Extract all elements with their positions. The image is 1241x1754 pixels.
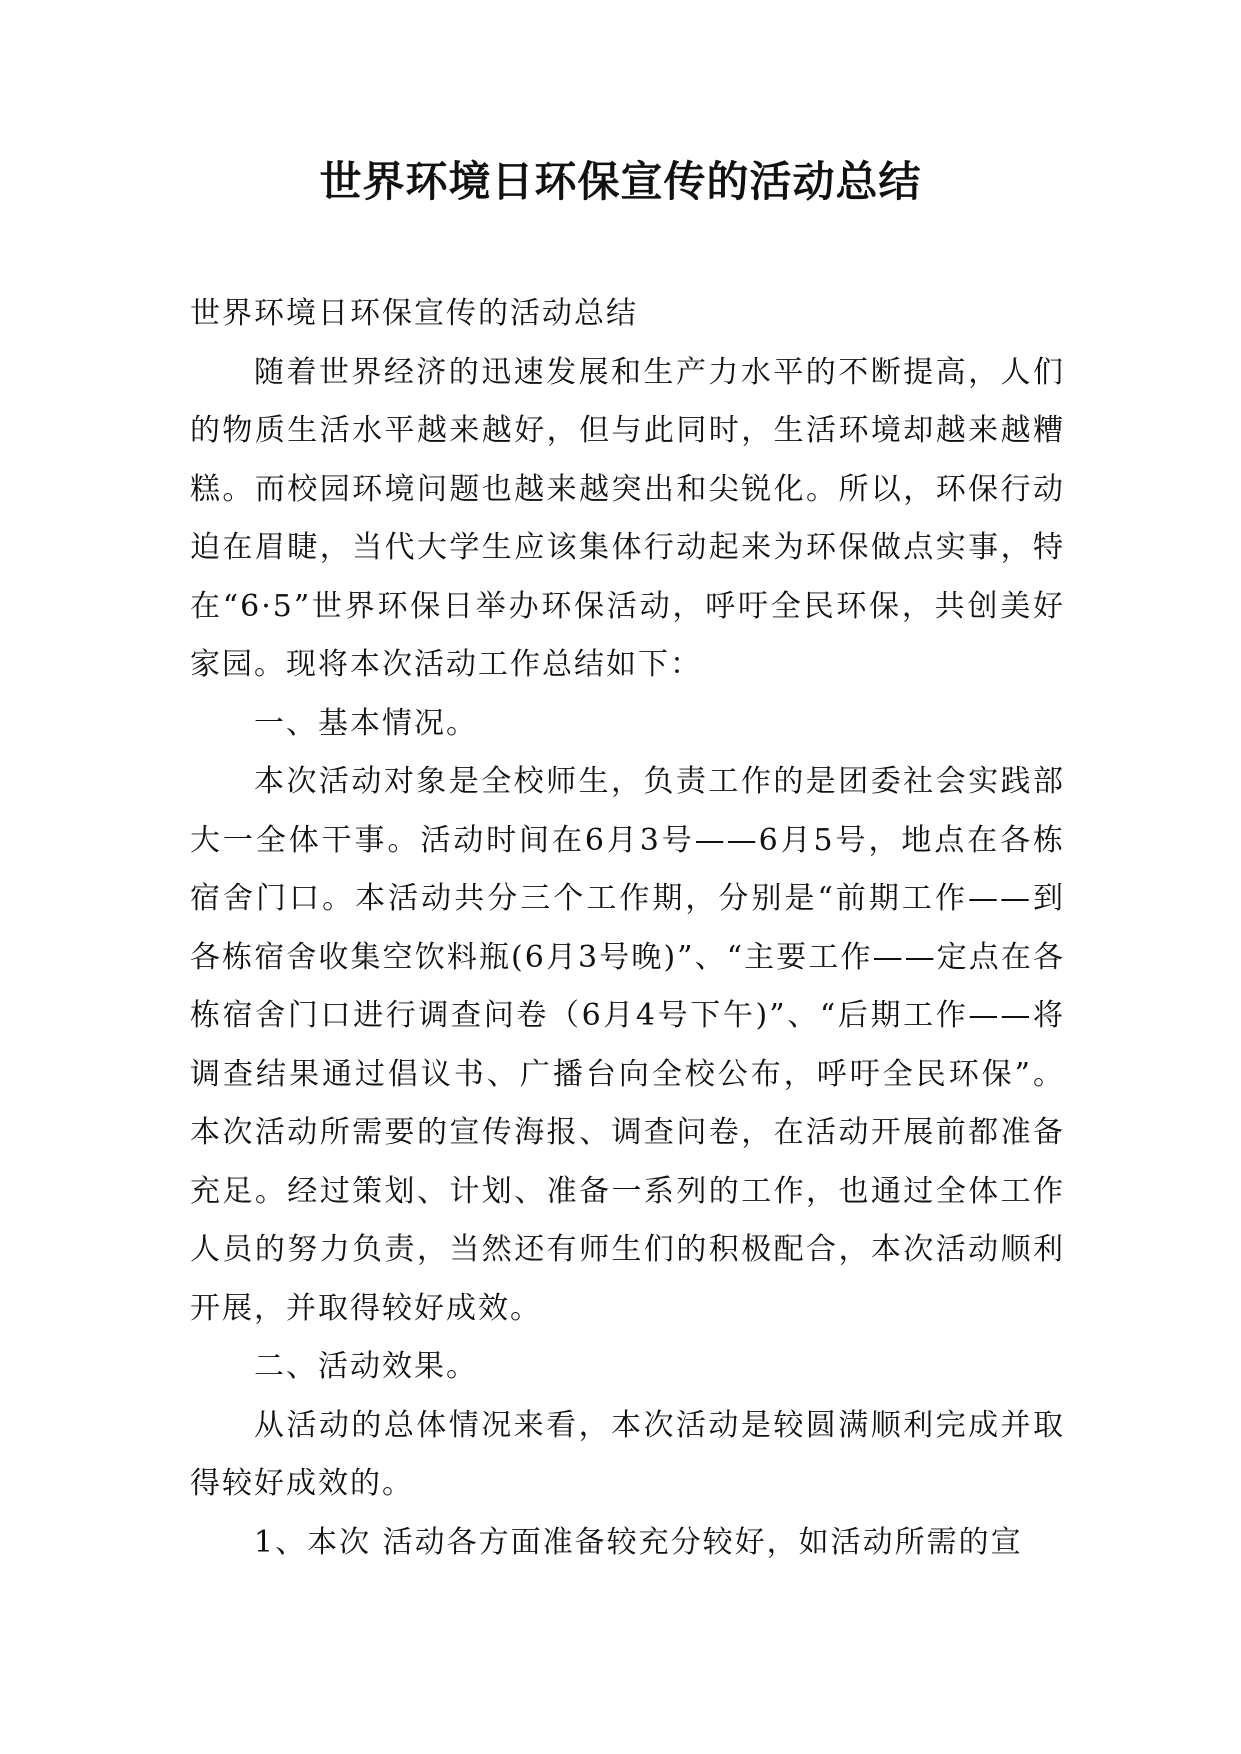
paragraph-basic-situation: 本次活动对象是全校师生，负责工作的是团委社会实践部大一全体干事。活动时间在6月3号——6月5号，地点在各栋宿舍门口。本活动共分三个工作期，分别是“前期工作——到各栋宿舍收集空饮料瓶(6月3号晚)”、“主要工作——定点在各栋宿舍门口进行调查问卷（6月4号下午)”、“后期工作——将调查结果通过倡议书、广播台向全校公布，呼吁全民环保”。本次活动所需要的宣传海报、调查问卷，在活动开展前都准备充足。经过策划、计划、准备一系列的工作，也通过全体工作人员的努力负责，当然还有师生们的积极配合，本次活动顺利开展，并取得较好成效。: [190, 764, 1065, 1326]
paragraph-overall-effect: 从活动的总体情况来看，本次活动是较圆满顺利完成并取得较好成效的。: [190, 1407, 1065, 1501]
section-heading-activity-effect: 二、活动效果。: [254, 1349, 478, 1384]
paragraph-intro: 随着世界经济的迅速发展和生产力水平的不断提高，人们的物质生活水平越来越好，但与此同时，生活环境却越来越糟糕。而校园环境问题也越来越突出和尖锐化。所以，环保行动迫在眉睫，当代大学生应该集体行动起来为环保做点实事，特在“6·5”世界环保日举办环保活动，呼吁全民环保，共创美好家园。现将本次活动工作总结如下：: [190, 354, 1065, 682]
paragraph-point-1: 1、本次 活动各方面准备较充分较好，如活动所需的宣: [254, 1524, 1023, 1560]
section-heading-basic-situation: 一、基本情况。: [254, 705, 478, 741]
paragraph-subtitle: 世界环境日环保宣传的活动总结: [190, 296, 638, 331]
document-title: 世界环境日环保宣传的活动总结: [319, 157, 922, 206]
document-body: [190, 285, 1065, 1572]
